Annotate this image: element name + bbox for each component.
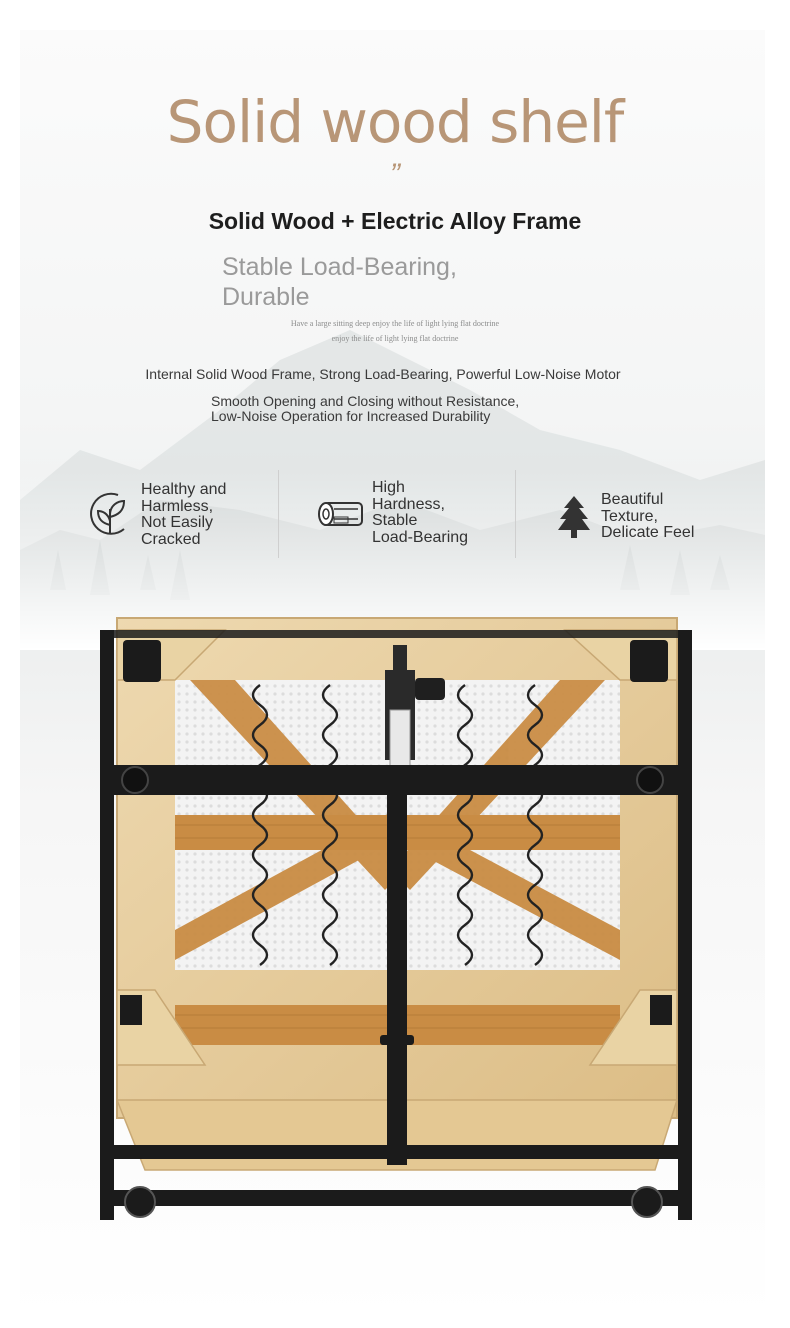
feature-line: Texture, — [601, 507, 658, 525]
feature-line: High — [372, 479, 405, 496]
quote-mark: ” — [390, 158, 400, 191]
small-caption-2: enjoy the life of light lying flat doctrine — [331, 334, 459, 343]
description-line-3: Low-Noise Operation for Increased Durability — [211, 408, 491, 424]
feature-line: Hardness, — [372, 495, 445, 513]
tagline — [222, 252, 522, 312]
subtitle: Solid Wood + Electric Alloy Frame — [208, 208, 582, 234]
feature-line: Harmless, — [141, 497, 214, 515]
tagline-line-1: Stable Load-Bearing, — [222, 253, 457, 281]
pine-tree-icon — [556, 494, 592, 540]
description-line-1: Internal Solid Wood Frame, Strong Load-Bearing, Powerful Low-Noise Motor — [145, 366, 621, 382]
feature-label — [141, 482, 251, 548]
feature-hardness — [316, 480, 482, 546]
tagline-line-2: Durable — [222, 283, 310, 311]
feature-line: Cracked — [141, 530, 201, 548]
feature-texture — [556, 492, 711, 542]
feature-divider — [278, 470, 279, 558]
page-title: Solid wood shelf — [166, 88, 624, 156]
feature-healthy — [88, 482, 251, 548]
feature-label — [372, 480, 482, 546]
feature-line: Beautiful — [601, 491, 664, 508]
log-icon — [316, 493, 366, 533]
description-block — [211, 394, 519, 424]
feature-label — [601, 492, 711, 542]
small-caption-1: Have a large sitting deep enjoy the life of light lying flat doctrine — [290, 319, 500, 328]
description-line-2: Smooth Opening and Closing without Resistance, — [211, 393, 520, 409]
leaf-icon — [88, 487, 134, 543]
feature-line: Delicate Feel — [601, 524, 695, 541]
feature-line: Not Easily — [141, 514, 214, 531]
feature-divider — [515, 470, 516, 558]
feature-line: Stable — [372, 512, 418, 529]
bed-frame-illustration — [95, 610, 695, 1230]
feature-line: Healthy and — [141, 481, 227, 498]
feature-line: Load-Bearing — [372, 528, 469, 546]
